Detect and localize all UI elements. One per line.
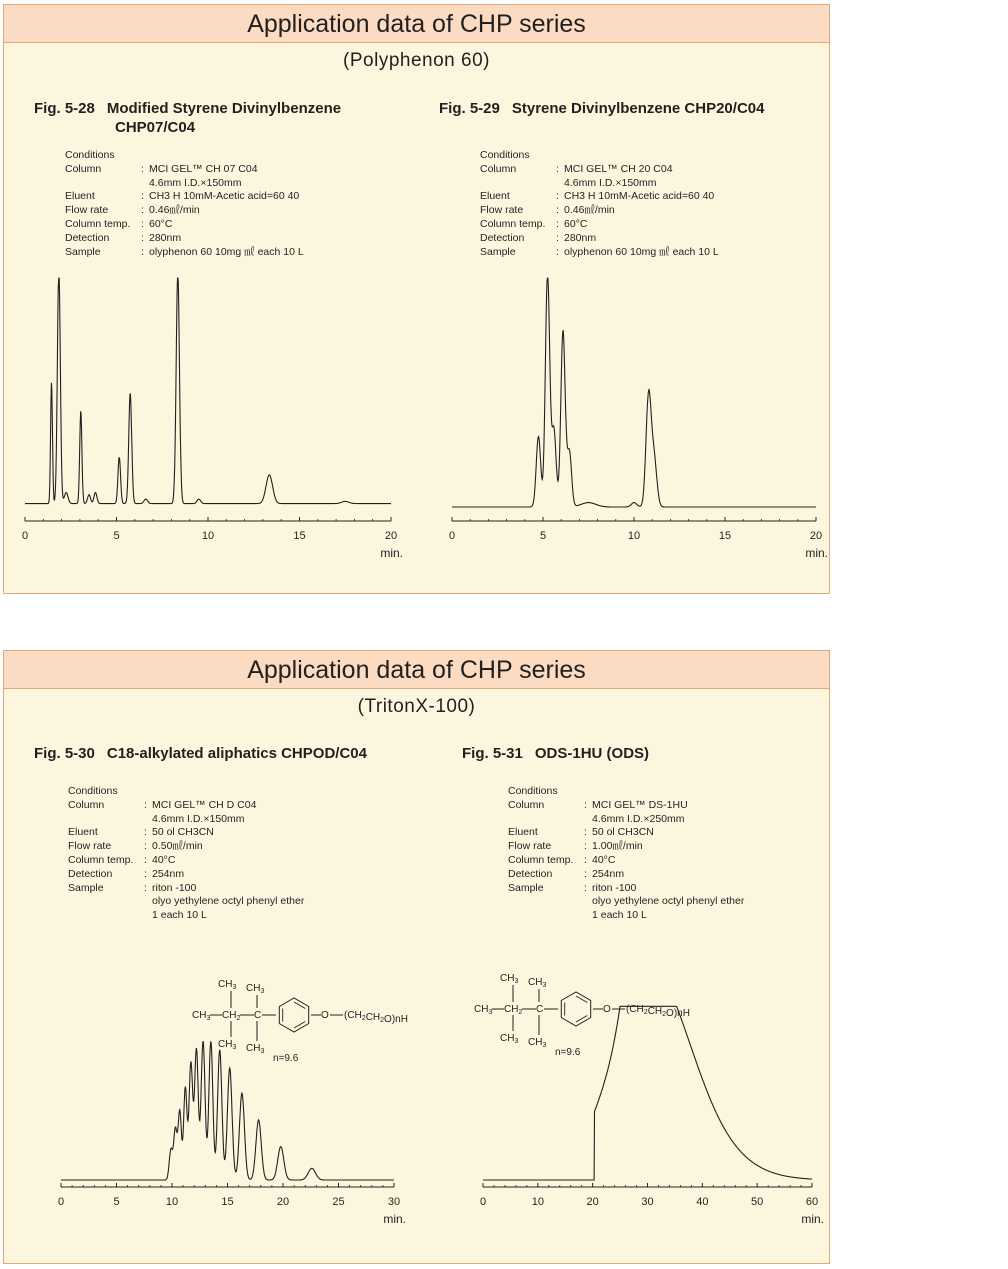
x-tick-label: 0 (57, 1196, 65, 1208)
x-tick-label: 40 (696, 1196, 709, 1208)
x-axis-unit: min. (801, 1212, 824, 1226)
x-tick-label: 25 (332, 1196, 345, 1208)
condition-label: Flow rate (508, 840, 552, 853)
condition-value: CH3 H 10mM-Acetic acid=60 40 (564, 190, 715, 203)
condition-value: 40°C (152, 853, 176, 866)
structure-label: $CH_3$ (474, 1004, 493, 1016)
condition-value: 0.46㎖/min (564, 204, 615, 217)
condition-value: MCI GEL™ CH 20 C04 (564, 162, 673, 175)
panel-header: Application data of CHP series (4, 651, 829, 689)
structure-label: O (321, 1010, 329, 1021)
condition-value-cont: olyo yethylene octyl phenyl ether (152, 895, 305, 908)
condition-label: Flow rate (65, 204, 109, 217)
ethoxylate-chain: $(CH_2CH_2O)nH$ (626, 1004, 690, 1019)
condition-value-cont: 4.6mm I.D.×150mm (564, 176, 657, 189)
structure-label: $CH_3$ (218, 1039, 237, 1051)
structure-label: $CH_2$ (504, 1004, 523, 1016)
x-tick-label: 0 (21, 530, 29, 542)
figure-name: Modified Styrene Divinylbenzene (106, 100, 342, 117)
repeat-unit-label: n=9.6 (555, 1047, 581, 1058)
figure-name: ODS-1HU (ODS) (534, 745, 650, 762)
condition-value: CH3 H 10mM-Acetic acid=60 40 (149, 190, 300, 203)
condition-value-cont: 4.6mm I.D.×250mm (592, 812, 685, 825)
conditions-heading: Conditions (68, 785, 118, 797)
condition-value: 40°C (592, 853, 616, 866)
x-tick-label: 50 (751, 1196, 764, 1208)
panel-subtitle: (Polyphenon 60) (343, 50, 490, 71)
structure-label: $CH_3$ (246, 983, 265, 995)
figure-number: Fig. 5-30 (34, 745, 95, 762)
panel-header: Application data of CHP series (4, 5, 829, 43)
condition-value-cont: olyo yethylene octyl phenyl ether (592, 895, 745, 908)
conditions-table: Column : MCI GEL™ DS-1HU 4.6mm I.D.×250mm Eluent : 50 ol CH3CN Flow rate : 1.00㎖/min Column temp. : 40°C Detection : 254nm Sample : riton -100 olyo yethylene octyl phenyl ether 1 each 10 L (508, 798, 745, 922)
structure-label: $CH_3$ (528, 977, 547, 989)
structure-label: $CH_3$ (192, 1010, 211, 1022)
repeat-unit-label: n=9.6 (273, 1053, 299, 1064)
condition-label: Sample (68, 881, 104, 894)
condition-value-cont: 4.6mm I.D.×150mm (152, 812, 245, 825)
condition-value: 280nm (149, 231, 182, 244)
structure-label: $CH_2$ (222, 1010, 241, 1022)
condition-label: Column (508, 798, 545, 811)
structure-label: C (536, 1004, 544, 1015)
x-tick-label: 20 (586, 1196, 599, 1208)
x-tick-label: 30 (641, 1196, 654, 1208)
condition-label: Eluent (65, 190, 95, 203)
x-tick-label: 10 (201, 530, 215, 542)
condition-label: Flow rate (480, 204, 524, 217)
condition-label: Sample (508, 881, 544, 894)
structure-label: $CH_3$ (218, 979, 237, 991)
condition-value: 254nm (152, 867, 185, 880)
figure-name: C18-alkylated aliphatics CHPOD/C04 (106, 745, 367, 762)
x-tick-label: 20 (384, 530, 398, 542)
condition-label: Sample (65, 245, 101, 258)
x-tick-label: 20 (809, 530, 823, 542)
condition-value: 254nm (592, 867, 625, 880)
condition-value: 60°C (564, 217, 588, 230)
conditions-heading: Conditions (65, 149, 115, 161)
x-tick-label: 15 (221, 1196, 234, 1208)
condition-label: Column temp. (65, 217, 131, 230)
conditions-heading: Conditions (480, 149, 530, 161)
conditions-table: Column : MCI GEL™ CH 20 C04 4.6mm I.D.×150mm Eluent : CH3 H 10mM-Acetic acid=60 40 Flow rate : 0.46㎖/min Column temp. : 60°C Detection : 280nm Sample : olyphenon 60 10mg ㎖ each 10 L (480, 162, 719, 258)
x-tick-label: 5 (539, 530, 547, 542)
condition-label: Column temp. (68, 853, 134, 866)
x-axis-unit: min. (380, 546, 403, 560)
chromatogram-trace (483, 1006, 812, 1180)
condition-value: MCI GEL™ DS-1HU (592, 798, 688, 811)
condition-label: Column (65, 162, 102, 175)
condition-label: Eluent (480, 190, 510, 203)
condition-value: 1.00㎖/min (592, 840, 643, 853)
condition-value: olyphenon 60 10mg ㎖ each 10 L (149, 245, 304, 258)
x-tick-label: 20 (276, 1196, 290, 1208)
x-axis-unit: min. (383, 1212, 406, 1226)
ethoxylate-chain: $(CH_2CH_2O)nH$ (344, 1010, 408, 1025)
x-tick-label: 0 (448, 530, 456, 542)
figure-number: Fig. 5-29 (439, 100, 500, 117)
condition-value-cont: 4.6mm I.D.×150mm (149, 176, 242, 189)
panel-subtitle: (TritonX-100) (357, 696, 476, 717)
figure-name: Styrene Divinylbenzene CHP20/C04 (511, 100, 765, 117)
chromatogram-fig-5-31 (4, 651, 831, 1265)
conditions-table: Column : MCI GEL™ CH D C04 4.6mm I.D.×150mm Eluent : 50 ol CH3CN Flow rate : 0.50㎖/min Column temp. : 40°C Detection : 254nm Sample : riton -100 olyo yethylene octyl phenyl ether 1 each 10 L (68, 798, 305, 922)
x-tick-label: 10 (531, 1196, 544, 1208)
x-tick-label: 5 (113, 530, 120, 542)
figure-name-line2: CHP07/C04 (115, 119, 196, 136)
x-tick-label: 15 (718, 530, 732, 542)
figure-number: Fig. 5-31 (462, 745, 523, 762)
conditions-heading: Conditions (508, 785, 558, 797)
condition-label: Column temp. (480, 217, 546, 230)
condition-value-cont: 1 each 10 L (592, 909, 647, 922)
condition-value: riton -100 (152, 881, 197, 894)
x-tick-label: 60 (805, 1196, 819, 1208)
chromatogram-trace (452, 278, 816, 507)
condition-value: riton -100 (592, 881, 637, 894)
condition-label: Column (68, 798, 105, 811)
panel-tritonx (3, 650, 830, 1264)
condition-label: Column temp. (508, 853, 574, 866)
condition-label: Eluent (508, 826, 538, 839)
condition-value: 280nm (564, 231, 597, 244)
condition-value: olyphenon 60 10mg ㎖ each 10 L (564, 245, 719, 258)
structure-label: $CH_3$ (528, 1037, 547, 1049)
x-axis-unit: min. (805, 546, 828, 560)
condition-label: Detection (480, 231, 525, 244)
x-tick-label: 0 (479, 1196, 487, 1208)
figure-number: Fig. 5-28 (34, 100, 95, 117)
x-tick-label: 30 (387, 1196, 401, 1208)
x-tick-label: 10 (627, 530, 641, 542)
x-tick-label: 15 (293, 530, 306, 542)
condition-value-cont: 1 each 10 L (152, 909, 207, 922)
condition-value: 0.46㎖/min (149, 204, 200, 217)
x-tick-label: 5 (113, 1196, 120, 1208)
condition-value: 50 ol CH3CN (592, 826, 654, 839)
condition-label: Detection (68, 867, 113, 880)
condition-value: MCI GEL™ CH D C04 (152, 798, 257, 811)
structure-label: $CH_3$ (500, 1033, 519, 1045)
structure-label: O (603, 1004, 611, 1015)
condition-label: Flow rate (68, 840, 112, 853)
condition-label: Detection (65, 231, 110, 244)
chromatogram-fig-5-29 (4, 5, 831, 595)
structure-label: $CH_3$ (500, 973, 519, 985)
structure-label: $CH_3$ (246, 1043, 265, 1055)
condition-label: Sample (480, 245, 516, 258)
structure-label: C (254, 1010, 262, 1021)
x-tick-label: 10 (165, 1196, 179, 1208)
condition-label: Column (480, 162, 517, 175)
condition-value: 60°C (149, 217, 173, 230)
condition-value: MCI GEL™ CH 07 C04 (149, 162, 258, 175)
panel-polyphenon (3, 4, 830, 594)
conditions-table: Column : MCI GEL™ CH 07 C04 4.6mm I.D.×150mm Eluent : CH3 H 10mM-Acetic acid=60 40 Flow rate : 0.46㎖/min Column temp. : 60°C Detection : 280nm Sample : olyphenon 60 10mg ㎖ each 10 L (65, 162, 304, 258)
condition-label: Eluent (68, 826, 98, 839)
condition-value: 0.50㎖/min (152, 840, 203, 853)
condition-label: Detection (508, 867, 553, 880)
condition-value: 50 ol CH3CN (152, 826, 214, 839)
